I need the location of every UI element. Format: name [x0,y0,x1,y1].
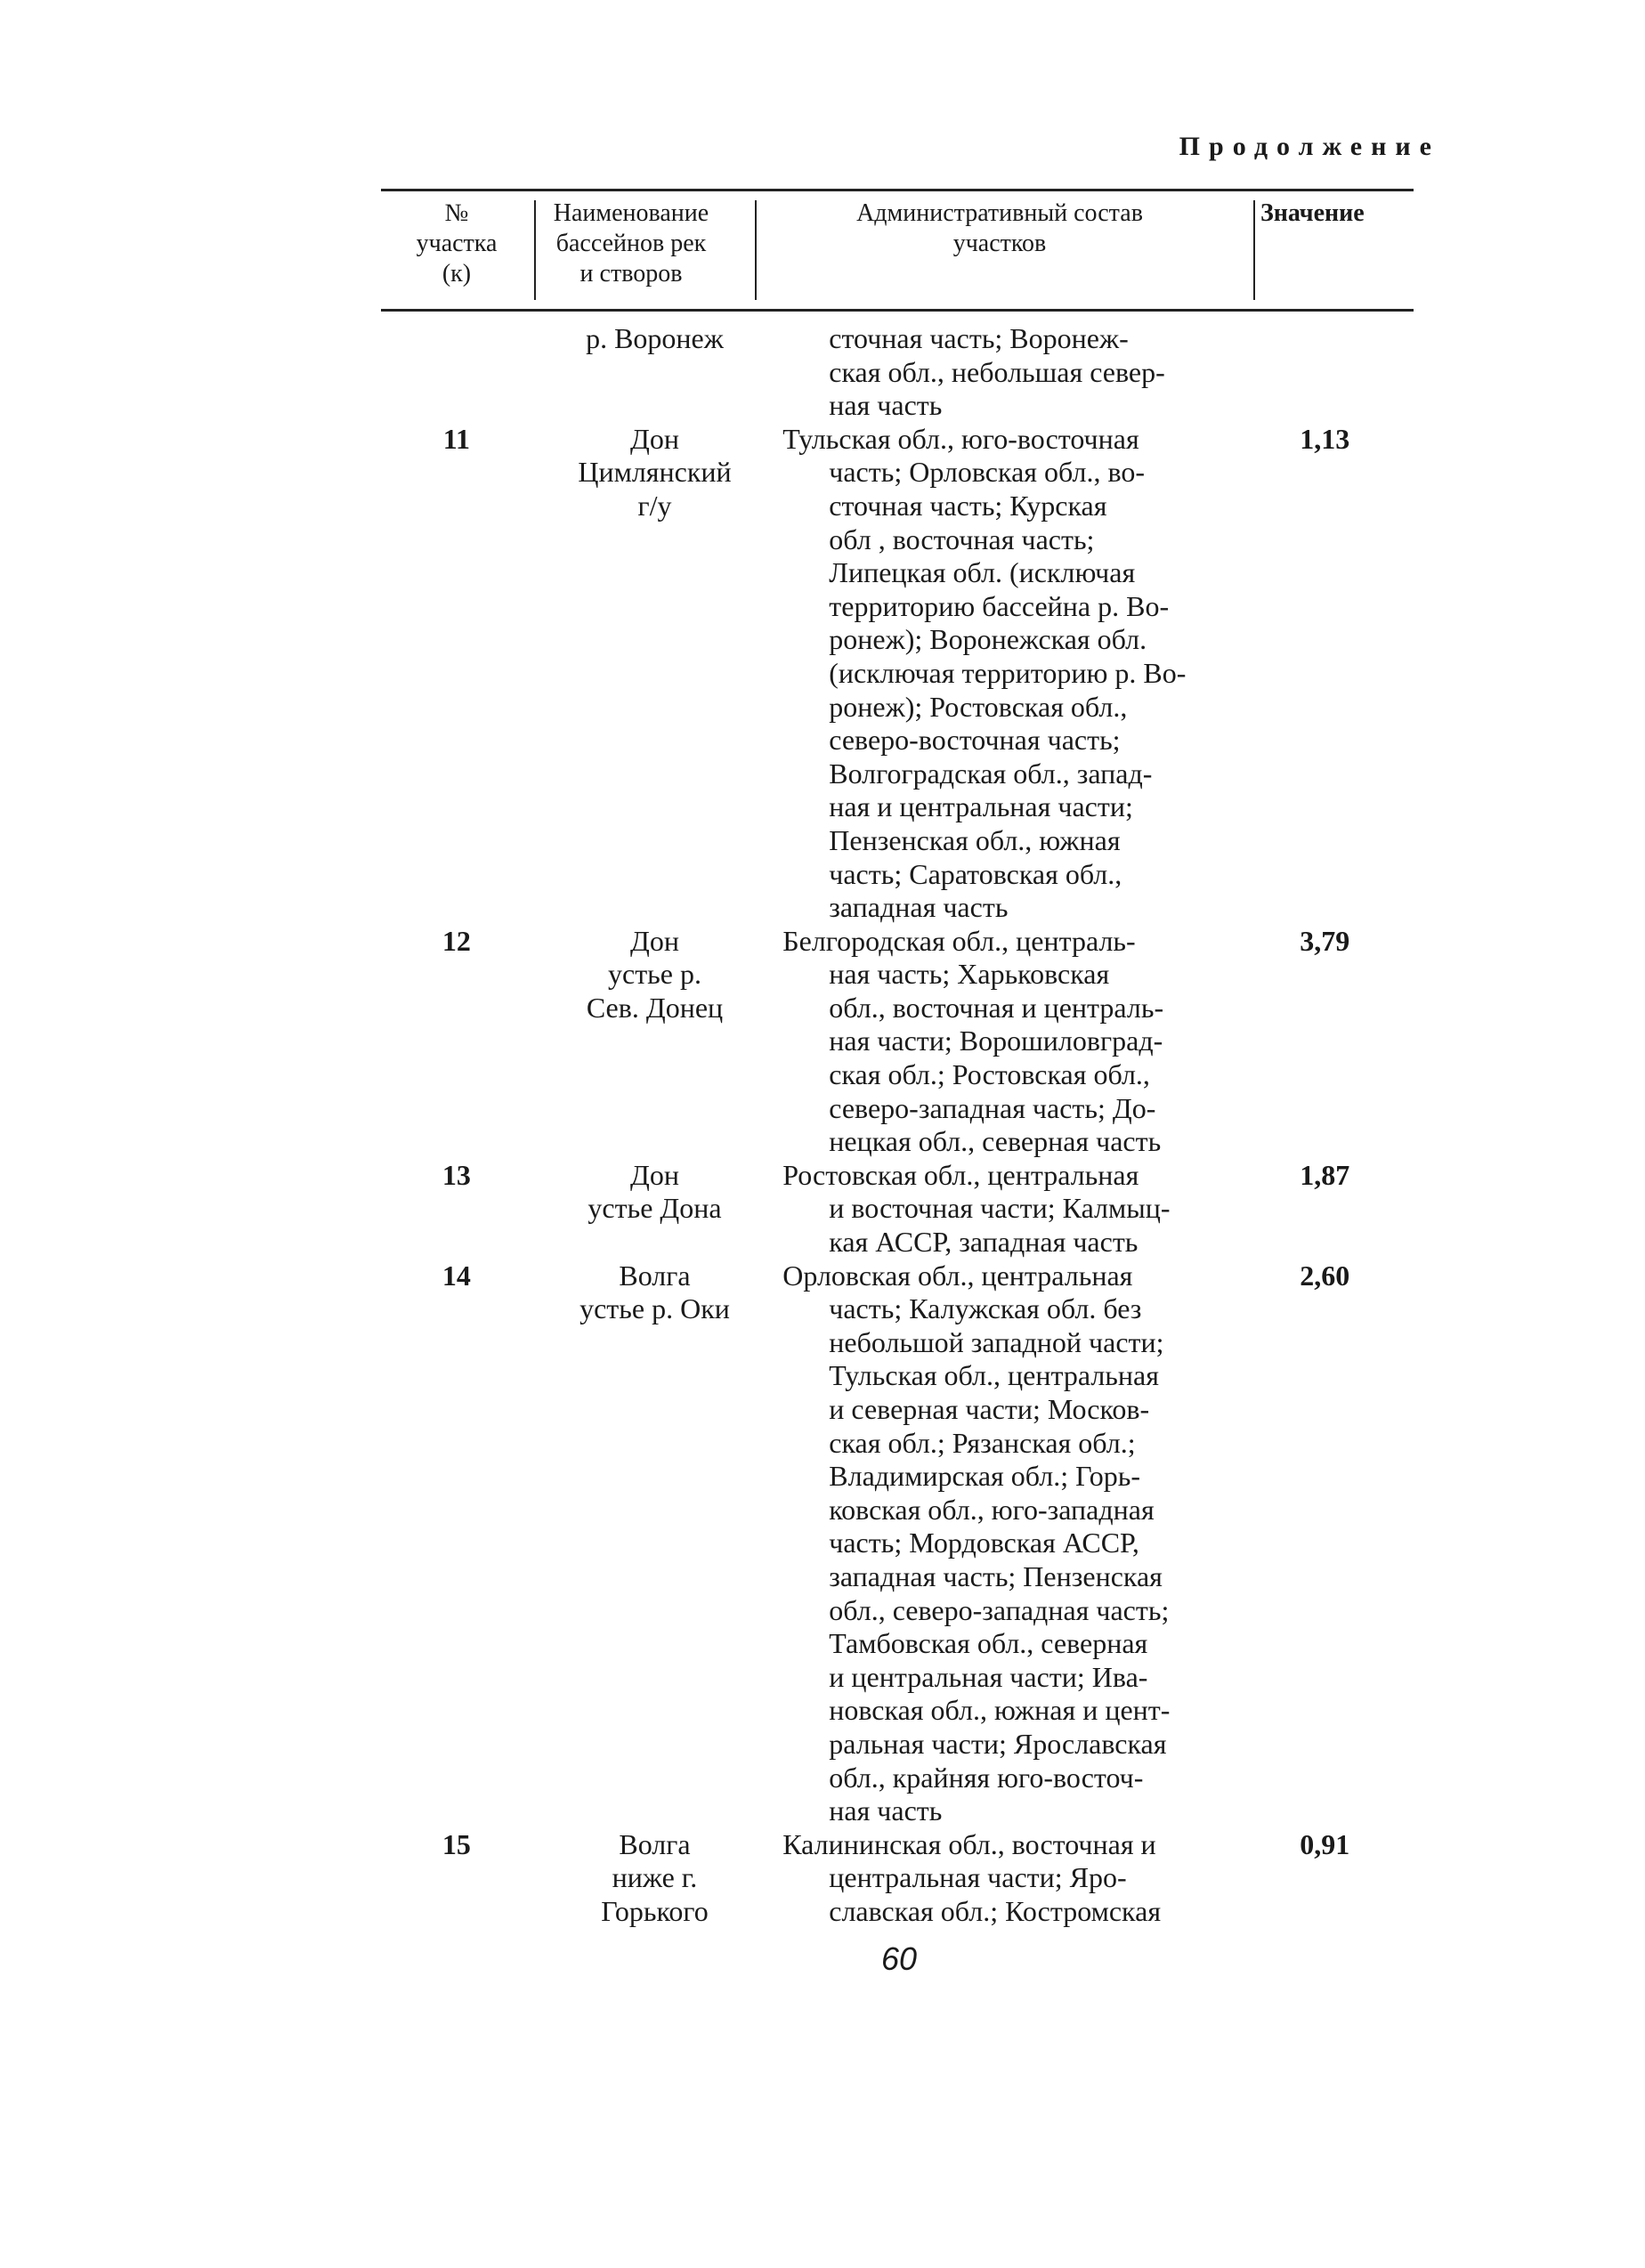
basin-name-line: ниже г. [612,1861,698,1894]
basin-name-line: устье р. Оки [579,1292,730,1325]
admin-line: ная часть [829,1794,943,1827]
admin-line: ная части; Ворошиловград- [829,1025,1163,1057]
admin-line: Орловская обл., центральная [782,1259,1133,1292]
admin-line: ковская обл., юго-западная [829,1493,1155,1526]
admin-line: Волгоградская обл., запад- [829,757,1153,790]
admin-line: славская обл.; Костромская [829,1894,1162,1927]
admin-line: часть; Калужская обл. без [829,1292,1142,1325]
basin-name [539,1260,771,1828]
admin-line: ронеж); Воронежская обл. [829,623,1147,656]
admin-composition [782,423,1236,925]
admin-line: часть; Саратовская обл., [829,857,1122,890]
admin-line: ская обл.; Ростовская обл., [829,1058,1150,1091]
admin-line: Ростовская обл., центральная [782,1158,1139,1191]
basin-name-line: г/у [637,489,672,522]
admin-line: западная часть [829,891,1009,924]
value-cell: 1,13 [1300,422,1350,455]
table-row [381,1828,1414,1929]
admin-line: ная часть; Харьковская [829,958,1110,991]
section-number [381,322,532,423]
header-line: (к) [442,260,472,288]
value-cell: 3,79 [1300,924,1350,957]
basin-name-line: Горького [601,1894,709,1927]
section-number: 14 [442,1259,471,1292]
basin-name-line: Дон [630,422,679,455]
basin-name-line: Дон [630,924,679,957]
table-row [381,925,1414,1159]
table-row [381,423,1414,925]
value-cell [1236,322,1414,423]
page-number: 60 [881,1940,918,1977]
basin-name-line: Цимлянский [578,456,732,489]
admin-line: сточная часть; Воронеж- [829,322,1129,354]
table-row [381,1159,1414,1260]
basin-name-line: устье Дона [588,1192,722,1225]
basin-name-line: Волга [619,1827,691,1860]
section-number: 13 [442,1158,471,1191]
value-cell: 0,91 [1300,1827,1350,1860]
admin-line: ская обл.; Рязанская обл.; [829,1426,1136,1459]
admin-line: ронеж); Ростовская обл., [829,690,1128,723]
admin-line: Тульская обл., юго-восточная [782,422,1139,455]
header-line: Наименование [553,199,709,227]
basin-name-line: устье р. [607,958,701,991]
admin-line: и северная части; Москов- [829,1393,1150,1425]
admin-line: ная часть [829,389,943,422]
table-row [381,1260,1414,1828]
admin-line: и центральная части; Ива- [829,1660,1148,1693]
admin-composition [782,1159,1236,1260]
admin-composition [782,322,1236,423]
admin-composition [782,1260,1236,1828]
section-number: 12 [442,924,471,957]
header-value [1255,198,1410,229]
header-line: бассейнов рек [555,230,707,257]
admin-line: Пензенская обл., южная [829,823,1121,856]
admin-line: западная часть; Пензенская [829,1559,1163,1592]
admin-line: обл., восточная и централь- [829,991,1164,1024]
basin-name [539,1828,771,1929]
admin-line: ральная части; Ярославская [829,1727,1167,1760]
header-line: Значение [1260,199,1365,227]
admin-line: кая АССР, западная часть [829,1226,1139,1259]
header-line: и створов [579,260,683,288]
admin-line: часть; Мордовская АССР, [829,1527,1139,1559]
admin-line: Тульская обл., центральная [829,1359,1159,1392]
header-line: участка [416,230,498,257]
header-admin-composition [757,198,1243,259]
section-number: 11 [442,422,470,455]
admin-line: новская обл., южная и цент- [829,1694,1171,1727]
data-table [381,189,1414,1929]
basin-name [539,322,771,423]
admin-line: часть; Орловская обл., во- [829,456,1145,489]
header-basin-name [536,198,726,289]
admin-line: обл., крайняя юго-восточ- [829,1761,1144,1794]
admin-line: территорию бассейна р. Во- [829,589,1170,622]
admin-line: обл , восточная часть; [829,522,1095,555]
basin-name-line: Дон [630,1158,679,1191]
admin-line: ская обл., небольшая север- [829,355,1165,388]
basin-name [539,925,771,1159]
admin-line: Белгородская обл., централь- [782,924,1136,957]
basin-name [539,423,771,925]
basin-name-line: Волга [619,1259,691,1292]
admin-line: центральная части; Яро- [829,1861,1127,1894]
admin-line: северо-западная часть; До- [829,1091,1156,1124]
admin-line: Калининская обл., восточная и [782,1827,1156,1860]
header-line: Административный состав [856,199,1143,227]
admin-line: ная и центральная части; [829,790,1133,823]
admin-line: северо-восточная часть; [829,724,1121,757]
admin-line: обл., северо-западная часть; [829,1593,1170,1626]
admin-line: небольшой западной части; [829,1325,1164,1358]
admin-line: Владимирская обл.; Горь- [829,1460,1141,1493]
admin-line: Тамбовская обл., северная [829,1627,1148,1660]
admin-line: Липецкая обл. (исключая [829,556,1136,589]
table-row [381,322,1414,423]
table-header [381,189,1414,312]
table-body [381,322,1414,1929]
basin-name-line: р. Воронеж [586,322,724,354]
admin-line: сточная часть; Курская [829,489,1107,522]
basin-name-line: Сев. Донец [586,991,724,1024]
admin-line: нецкая обл., северная часть [829,1125,1162,1158]
basin-name [539,1159,771,1260]
header-line: участков [952,230,1047,257]
header-section-number [381,198,532,289]
admin-composition [782,1828,1236,1929]
admin-line: (исключая территорию р. Во- [829,656,1187,689]
admin-composition [782,925,1236,1159]
admin-line: и восточная части; Калмыц- [829,1192,1171,1225]
continuation-label: Продолжение [1179,132,1440,161]
value-cell: 1,87 [1300,1158,1350,1191]
section-number: 15 [442,1827,471,1860]
header-line: № [444,199,469,227]
value-cell: 2,60 [1300,1259,1350,1292]
